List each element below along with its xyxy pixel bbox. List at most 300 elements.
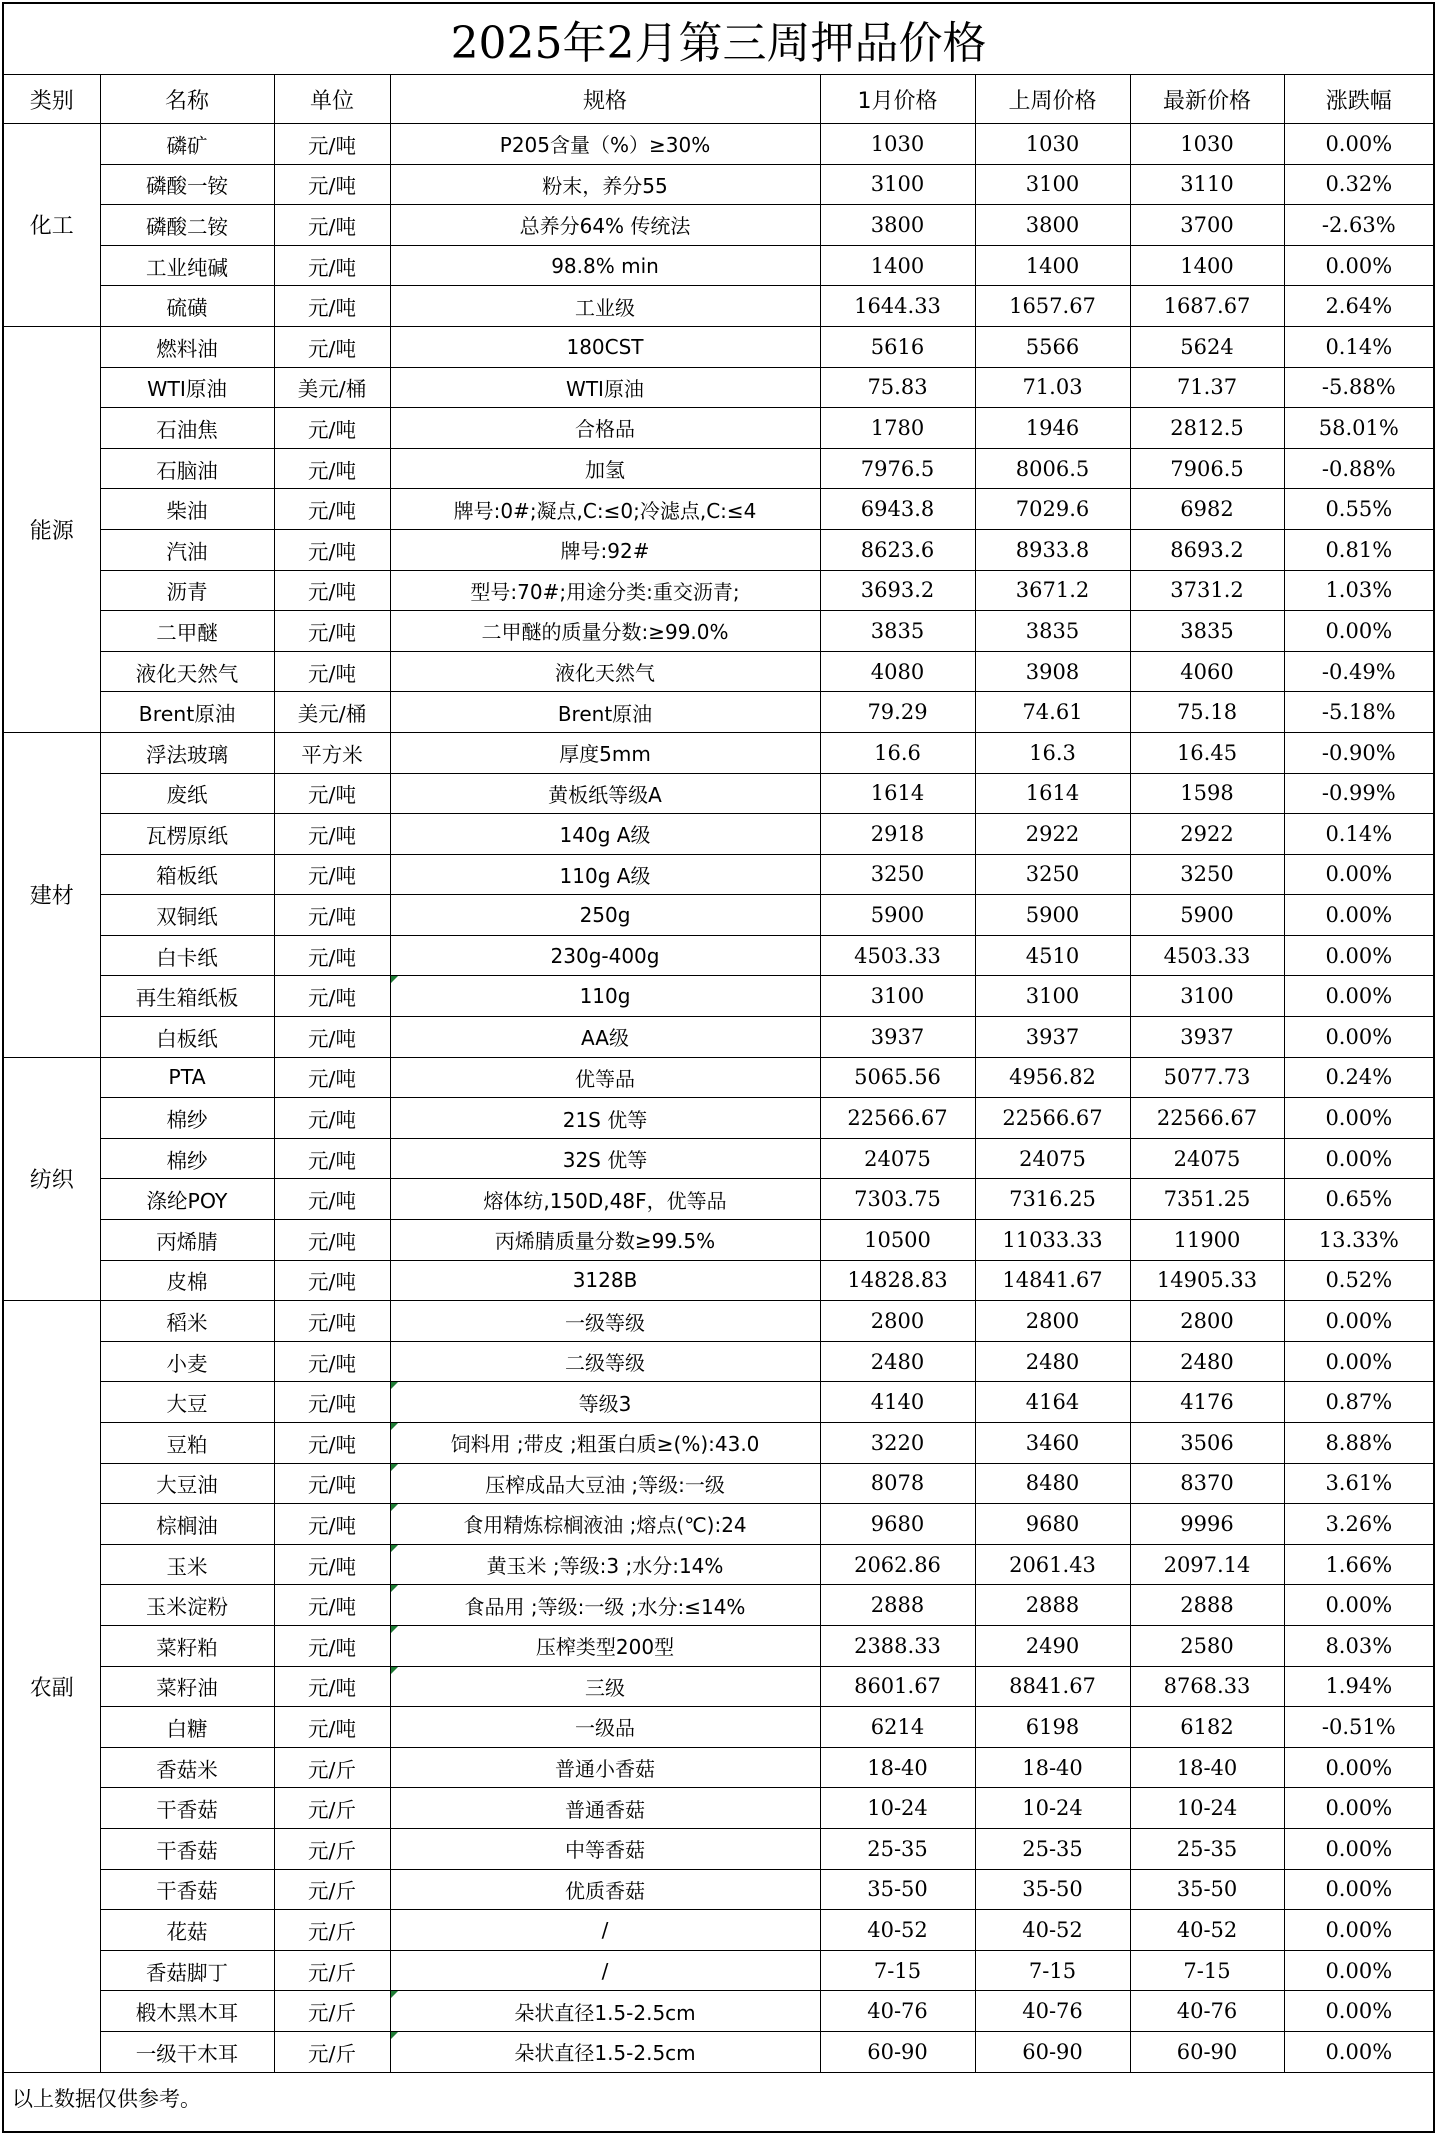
table-row [4,448,1433,489]
last-week-price: 3671.2 [975,570,1130,611]
item-spec: 一级品 [390,1707,820,1748]
latest-price: 1687.67 [1130,286,1284,327]
item-name: 皮棉 [100,1260,274,1301]
price-table [4,4,1433,2123]
item-unit: 元/吨 [274,448,390,489]
last-week-price: 14841.67 [975,1260,1130,1301]
item-name: Brent原油 [100,692,274,733]
item-unit: 元/吨 [274,611,390,652]
last-week-price: 1400 [975,245,1130,286]
last-week-price: 3100 [975,976,1130,1017]
item-name: 液化天然气 [100,651,274,692]
change-pct: 0.00% [1284,935,1433,976]
table-row [4,651,1433,692]
last-week-price: 8841.67 [975,1666,1130,1707]
item-unit: 元/吨 [274,489,390,530]
latest-price: 75.18 [1130,692,1284,733]
latest-price: 3250 [1130,854,1284,895]
item-name: 再生箱纸板 [100,976,274,1017]
change-pct: -0.49% [1284,651,1433,692]
change-pct: -0.51% [1284,1707,1433,1748]
last-week-price: 11033.33 [975,1220,1130,1261]
last-week-price: 7029.6 [975,489,1130,530]
change-pct: 0.00% [1284,1301,1433,1342]
latest-price: 1400 [1130,245,1284,286]
item-name: 白糖 [100,1707,274,1748]
jan-price: 4080 [820,651,975,692]
last-week-price: 7316.25 [975,1179,1130,1220]
jan-price: 3100 [820,976,975,1017]
item-name: 花菇 [100,1910,274,1951]
last-week-price: 4164 [975,1382,1130,1423]
item-name: 燃料油 [100,326,274,367]
jan-price: 2800 [820,1301,975,1342]
last-week-price: 6198 [975,1707,1130,1748]
item-spec: 朵状直径1.5-2.5cm [390,1991,820,2032]
jan-price: 4140 [820,1382,975,1423]
table-row [4,1220,1433,1261]
category-cell: 建材 [4,732,100,1057]
table-row [4,1788,1433,1829]
table-row [4,895,1433,936]
last-week-price: 16.3 [975,732,1130,773]
item-unit: 元/吨 [274,1098,390,1139]
item-name: 瓦楞原纸 [100,814,274,855]
jan-price: 24075 [820,1138,975,1179]
item-spec: 加氢 [390,448,820,489]
jan-price: 1030 [820,124,975,165]
table-row [4,1017,1433,1058]
change-pct: 58.01% [1284,408,1433,449]
last-week-price: 18-40 [975,1747,1130,1788]
table-row [4,1382,1433,1423]
category-cell: 能源 [4,326,100,732]
latest-price: 7-15 [1130,1950,1284,1991]
jan-price: 2918 [820,814,975,855]
item-spec: 32S 优等 [390,1138,820,1179]
change-pct: 0.00% [1284,1869,1433,1910]
change-pct: 0.00% [1284,1138,1433,1179]
item-spec: 110g [390,976,820,1017]
change-pct: 0.00% [1284,1828,1433,1869]
item-spec: 230g-400g [390,935,820,976]
change-pct: 0.00% [1284,1910,1433,1951]
item-unit: 元/斤 [274,1910,390,1951]
item-spec: 食用精炼棕榈液油 ;熔点(℃):24 [390,1504,820,1545]
last-week-price: 1030 [975,124,1130,165]
table-row [4,124,1433,165]
table-row [4,245,1433,286]
item-name: 干香菇 [100,1828,274,1869]
item-spec: 合格品 [390,408,820,449]
item-unit: 元/吨 [274,286,390,327]
jan-price: 79.29 [820,692,975,733]
item-spec: 三级 [390,1666,820,1707]
change-pct: 0.14% [1284,326,1433,367]
change-pct: 0.00% [1284,976,1433,1017]
footer-row [4,2072,1433,2123]
item-spec: 黄玉米 ;等级:3 ;水分:14% [390,1544,820,1585]
last-week-price: 3100 [975,164,1130,205]
item-spec: 粉末，养分55 [390,164,820,205]
jan-price: 10-24 [820,1788,975,1829]
latest-price: 7906.5 [1130,448,1284,489]
jan-price: 2388.33 [820,1625,975,1666]
jan-price: 10500 [820,1220,975,1261]
table-row [4,326,1433,367]
item-name: 浮法玻璃 [100,732,274,773]
item-name: 豆粕 [100,1423,274,1464]
item-name: 大豆油 [100,1463,274,1504]
table-row [4,1991,1433,2032]
table-row [4,1423,1433,1464]
header-unit: 单位 [274,75,390,124]
item-spec: 牌号:92# [390,529,820,570]
item-unit: 元/吨 [274,935,390,976]
category-cell: 农副 [4,1301,100,2072]
change-pct: 0.00% [1284,2031,1433,2072]
table-row [4,1260,1433,1301]
item-name: PTA [100,1057,274,1098]
item-name: 磷矿 [100,124,274,165]
item-unit: 元/吨 [274,529,390,570]
item-unit: 元/吨 [274,1382,390,1423]
change-pct: 0.24% [1284,1057,1433,1098]
item-unit: 元/斤 [274,1950,390,1991]
item-unit: 元/吨 [274,164,390,205]
jan-price: 16.6 [820,732,975,773]
item-name: 磷酸二铵 [100,205,274,246]
table-row [4,854,1433,895]
last-week-price: 9680 [975,1504,1130,1545]
item-spec: 工业级 [390,286,820,327]
table-row [4,814,1433,855]
item-spec: 优质香菇 [390,1869,820,1910]
latest-price: 60-90 [1130,2031,1284,2072]
change-pct: 0.00% [1284,895,1433,936]
change-pct: 8.88% [1284,1423,1433,1464]
item-name: 干香菇 [100,1788,274,1829]
latest-price: 16.45 [1130,732,1284,773]
table-row [4,935,1433,976]
table-row [4,570,1433,611]
item-name: 废纸 [100,773,274,814]
item-name: 石脑油 [100,448,274,489]
table-row [4,1301,1433,1342]
item-spec: 压榨类型200型 [390,1625,820,1666]
latest-price: 8768.33 [1130,1666,1284,1707]
jan-price: 25-35 [820,1828,975,1869]
item-unit: 元/吨 [274,1423,390,1464]
item-name: 玉米淀粉 [100,1585,274,1626]
item-unit: 元/吨 [274,1707,390,1748]
item-name: 磷酸一铵 [100,164,274,205]
last-week-price: 3800 [975,205,1130,246]
header-row [4,75,1433,124]
item-spec: Brent原油 [390,692,820,733]
table-row [4,1179,1433,1220]
jan-price: 60-90 [820,2031,975,2072]
change-pct: 8.03% [1284,1625,1433,1666]
item-spec: 液化天然气 [390,651,820,692]
item-spec: 牌号:0#;凝点,C:≤0;冷滤点,C:≤4 [390,489,820,530]
change-pct: 0.55% [1284,489,1433,530]
jan-price: 7303.75 [820,1179,975,1220]
jan-price: 2062.86 [820,1544,975,1585]
latest-price: 2800 [1130,1301,1284,1342]
latest-price: 2922 [1130,814,1284,855]
change-pct: 0.87% [1284,1382,1433,1423]
item-unit: 元/吨 [274,1138,390,1179]
item-spec: 优等品 [390,1057,820,1098]
latest-price: 18-40 [1130,1747,1284,1788]
latest-price: 9996 [1130,1504,1284,1545]
item-unit: 元/吨 [274,124,390,165]
jan-price: 1780 [820,408,975,449]
latest-price: 1030 [1130,124,1284,165]
item-name: 石油焦 [100,408,274,449]
table-row [4,1463,1433,1504]
item-unit: 平方米 [274,732,390,773]
latest-price: 4503.33 [1130,935,1284,976]
table-row [4,164,1433,205]
change-pct: 1.03% [1284,570,1433,611]
item-spec: 黄板纸等级A [390,773,820,814]
item-unit: 元/斤 [274,2031,390,2072]
change-pct: 0.32% [1284,164,1433,205]
latest-price: 3700 [1130,205,1284,246]
header-last-week-price: 上周价格 [975,75,1130,124]
jan-price: 22566.67 [820,1098,975,1139]
category-cell: 化工 [4,124,100,327]
table-row [4,1057,1433,1098]
item-unit: 元/斤 [274,1828,390,1869]
last-week-price: 2480 [975,1341,1130,1382]
item-name: 棕榈油 [100,1504,274,1545]
jan-price: 5616 [820,326,975,367]
item-spec: 98.8% min [390,245,820,286]
last-week-price: 7-15 [975,1950,1130,1991]
latest-price: 3937 [1130,1017,1284,1058]
table-row [4,732,1433,773]
jan-price: 6214 [820,1707,975,1748]
item-spec: 朵状直径1.5-2.5cm [390,2031,820,2072]
latest-price: 4060 [1130,651,1284,692]
last-week-price: 1614 [975,773,1130,814]
item-unit: 元/吨 [274,1260,390,1301]
jan-price: 5900 [820,895,975,936]
change-pct: 2.64% [1284,286,1433,327]
item-unit: 元/斤 [274,1788,390,1829]
item-unit: 元/斤 [274,1747,390,1788]
table-row [4,773,1433,814]
change-pct: 3.61% [1284,1463,1433,1504]
jan-price: 8623.6 [820,529,975,570]
latest-price: 2480 [1130,1341,1284,1382]
latest-price: 2580 [1130,1625,1284,1666]
item-unit: 美元/桶 [274,367,390,408]
item-name: 香菇脚丁 [100,1950,274,1991]
change-pct: 0.00% [1284,1747,1433,1788]
table-row [4,1666,1433,1707]
item-name: 椴木黑木耳 [100,1991,274,2032]
table-row [4,1747,1433,1788]
item-name: 硫磺 [100,286,274,327]
last-week-price: 3937 [975,1017,1130,1058]
latest-price: 2097.14 [1130,1544,1284,1585]
item-unit: 元/吨 [274,326,390,367]
table-row [4,1950,1433,1991]
item-name: 一级干木耳 [100,2031,274,2072]
item-spec: AA级 [390,1017,820,1058]
item-name: 棉纱 [100,1098,274,1139]
jan-price: 3100 [820,164,975,205]
item-unit: 元/吨 [274,1585,390,1626]
last-week-price: 35-50 [975,1869,1130,1910]
change-pct: 0.00% [1284,1585,1433,1626]
item-spec: 型号:70#;用途分类:重交沥青; [390,570,820,611]
last-week-price: 71.03 [975,367,1130,408]
latest-price: 2888 [1130,1585,1284,1626]
table-row [4,205,1433,246]
change-pct: -0.88% [1284,448,1433,489]
change-pct: 0.00% [1284,1341,1433,1382]
item-spec: 丙烯腈质量分数≥99.5% [390,1220,820,1261]
jan-price: 3693.2 [820,570,975,611]
change-pct: 13.33% [1284,1220,1433,1261]
category-cell: 纺织 [4,1057,100,1301]
last-week-price: 40-52 [975,1910,1130,1951]
item-spec: 140g A级 [390,814,820,855]
table-row [4,1869,1433,1910]
item-spec: 21S 优等 [390,1098,820,1139]
item-name: 白板纸 [100,1017,274,1058]
latest-price: 6182 [1130,1707,1284,1748]
table-row [4,1138,1433,1179]
latest-price: 35-50 [1130,1869,1284,1910]
latest-price: 5077.73 [1130,1057,1284,1098]
item-spec: 中等香菇 [390,1828,820,1869]
change-pct: 0.00% [1284,245,1433,286]
change-pct: 0.00% [1284,1017,1433,1058]
item-name: WTI原油 [100,367,274,408]
jan-price: 6943.8 [820,489,975,530]
item-unit: 元/吨 [274,408,390,449]
latest-price: 3835 [1130,611,1284,652]
table-row [4,408,1433,449]
last-week-price: 2888 [975,1585,1130,1626]
jan-price: 8078 [820,1463,975,1504]
change-pct: -2.63% [1284,205,1433,246]
item-unit: 元/吨 [274,245,390,286]
last-week-price: 3835 [975,611,1130,652]
latest-price: 40-52 [1130,1910,1284,1951]
jan-price: 14828.83 [820,1260,975,1301]
item-unit: 元/吨 [274,1017,390,1058]
latest-price: 5624 [1130,326,1284,367]
latest-price: 71.37 [1130,367,1284,408]
item-spec: 食品用 ;等级:一级 ;水分:≤14% [390,1585,820,1626]
change-pct: 0.00% [1284,1950,1433,1991]
jan-price: 18-40 [820,1747,975,1788]
jan-price: 7976.5 [820,448,975,489]
latest-price: 8693.2 [1130,529,1284,570]
change-pct: 0.00% [1284,1991,1433,2032]
item-name: 二甲醚 [100,611,274,652]
header-name: 名称 [100,75,274,124]
header-spec: 规格 [390,75,820,124]
jan-price: 3937 [820,1017,975,1058]
change-pct: 0.14% [1284,814,1433,855]
table-row [4,1625,1433,1666]
latest-price: 3100 [1130,976,1284,1017]
jan-price: 7-15 [820,1950,975,1991]
table-row [4,489,1433,530]
last-week-price: 3250 [975,854,1130,895]
footer-note: 以上数据仅供参考。 [4,2072,1433,2123]
latest-price: 6982 [1130,489,1284,530]
table-row [4,1707,1433,1748]
change-pct: 3.26% [1284,1504,1433,1545]
item-name: 菜籽油 [100,1666,274,1707]
latest-price: 10-24 [1130,1788,1284,1829]
latest-price: 24075 [1130,1138,1284,1179]
latest-price: 22566.67 [1130,1098,1284,1139]
item-unit: 美元/桶 [274,692,390,733]
item-unit: 元/吨 [274,895,390,936]
latest-price: 2812.5 [1130,408,1284,449]
item-name: 小麦 [100,1341,274,1382]
item-unit: 元/吨 [274,854,390,895]
latest-price: 3731.2 [1130,570,1284,611]
item-spec: 熔体纺,150D,48F，优等品 [390,1179,820,1220]
item-name: 菜籽粕 [100,1625,274,1666]
item-unit: 元/吨 [274,570,390,611]
item-unit: 元/吨 [274,1179,390,1220]
change-pct: -0.99% [1284,773,1433,814]
item-name: 丙烯腈 [100,1220,274,1261]
item-name: 大豆 [100,1382,274,1423]
last-week-price: 8933.8 [975,529,1130,570]
item-name: 玉米 [100,1544,274,1585]
latest-price: 5900 [1130,895,1284,936]
latest-price: 14905.33 [1130,1260,1284,1301]
last-week-price: 2490 [975,1625,1130,1666]
item-name: 香菇米 [100,1747,274,1788]
jan-price: 1644.33 [820,286,975,327]
jan-price: 2480 [820,1341,975,1382]
latest-price: 3506 [1130,1423,1284,1464]
jan-price: 5065.56 [820,1057,975,1098]
latest-price: 11900 [1130,1220,1284,1261]
title-row [4,4,1433,75]
item-name: 柴油 [100,489,274,530]
item-spec: 180CST [390,326,820,367]
item-name: 工业纯碱 [100,245,274,286]
table-row [4,529,1433,570]
item-unit: 元/斤 [274,1991,390,2032]
last-week-price: 5566 [975,326,1130,367]
table-row [4,1828,1433,1869]
last-week-price: 8480 [975,1463,1130,1504]
jan-price: 40-52 [820,1910,975,1951]
latest-price: 3110 [1130,164,1284,205]
item-spec: 总养分64% 传统法 [390,205,820,246]
item-unit: 元/吨 [274,773,390,814]
last-week-price: 10-24 [975,1788,1130,1829]
last-week-price: 22566.67 [975,1098,1130,1139]
jan-price: 1614 [820,773,975,814]
